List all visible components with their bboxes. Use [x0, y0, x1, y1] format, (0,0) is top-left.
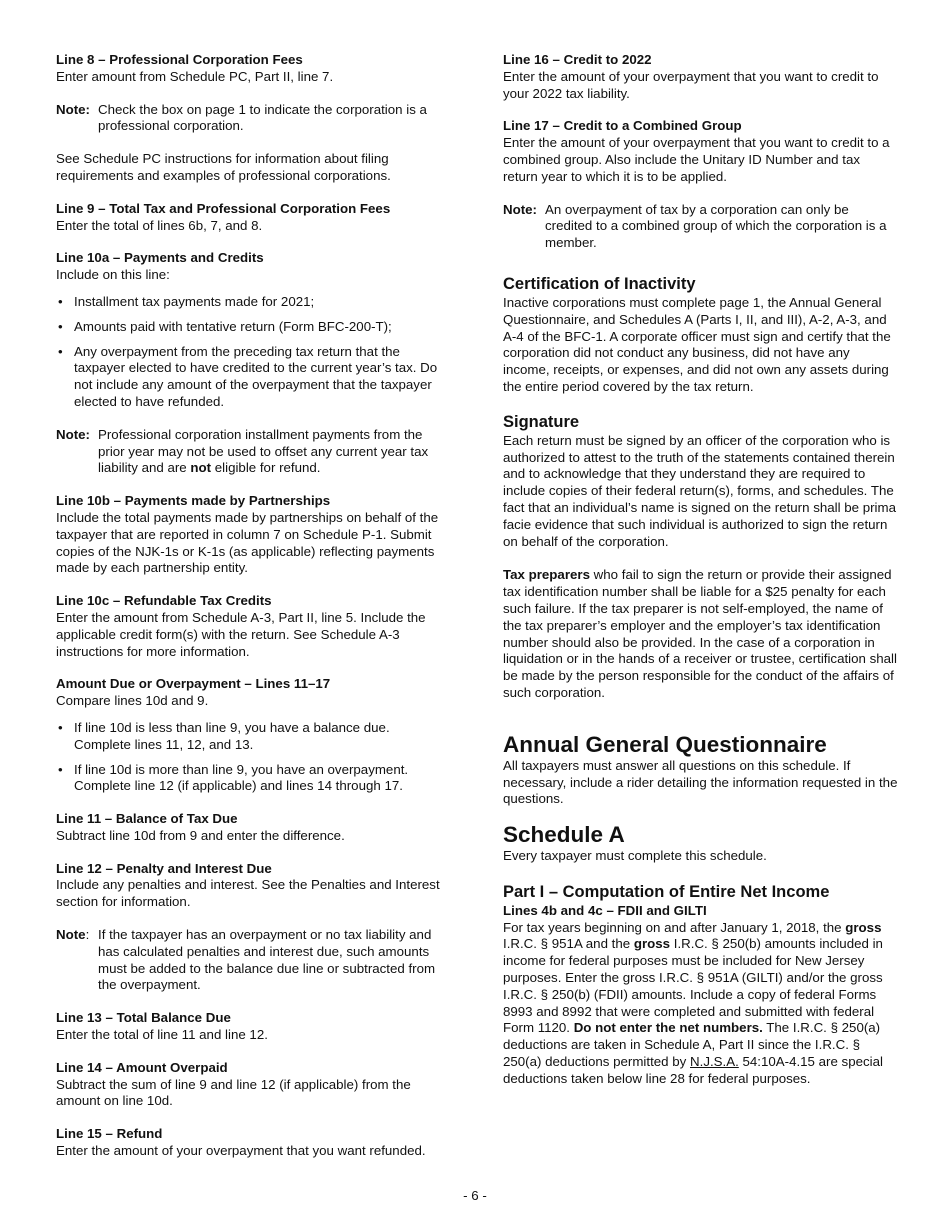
- left-column: [56, 52, 448, 1176]
- part1-section: [503, 883, 898, 1088]
- line17-heading: Line 17 – Credit to a Combined Group: [503, 118, 742, 134]
- schedule-a-heading: Schedule A: [503, 822, 625, 848]
- right-column: [503, 52, 898, 1104]
- page-number: - 6 -: [463, 1188, 487, 1203]
- line13-section: [56, 1010, 448, 1044]
- part1-t2: I.R.C. § 951A and the: [503, 936, 634, 952]
- note-professional-corp: [56, 102, 448, 136]
- amount-due-heading: Amount Due or Overpayment – Lines 11–17: [56, 676, 331, 692]
- line16-text: Enter the amount of your overpayment that you want to credit to your 2022 tax liability.: [503, 68, 879, 101]
- list-item: • Amounts paid with tentative return (Form BFC-200-T);: [56, 319, 448, 336]
- part1-t3: I.R.C. § 250(b) amounts included in income for federal purposes must be included for New Jersey purposes. Enter the gross I.R.C. § 951A (GILTI) and/or the gross I.R.C. § 250(b) (FDII) amounts. Include a copy of federal Forms 8993 and 8992 that were completed and submitted with federal Form 1120.: [503, 936, 883, 1036]
- pc-paragraph: [56, 151, 448, 185]
- line10b-section: [56, 493, 448, 577]
- note-text: [98, 427, 448, 477]
- preparers-section: [503, 567, 898, 701]
- line16-heading: Line 16 – Credit to 2022: [503, 52, 652, 67]
- inactivity-section: [503, 275, 898, 396]
- preparers-text: [503, 567, 898, 701]
- note-label: Note:: [56, 101, 90, 117]
- line17-section: [503, 118, 898, 185]
- line16-section: [503, 52, 898, 102]
- line12-section: [56, 861, 448, 911]
- agq-heading: Annual General Questionnaire: [503, 731, 827, 757]
- preparers-bold: Tax preparers: [503, 567, 590, 583]
- line8-heading: Line 8 – Professional Corporation Fees: [56, 52, 303, 67]
- line10c-text: Enter the amount from Schedule A-3, Part II, line 5. Include the applicable credit form(s) with the return. See Schedule A-3 instructions for more information.: [56, 609, 426, 659]
- part1-njsa: N.J.S.A.: [690, 1054, 739, 1070]
- note-installment: [56, 427, 448, 477]
- amount-due-list: [56, 720, 448, 795]
- line14-heading: Line 14 – Amount Overpaid: [56, 1059, 228, 1075]
- part1-b3: Do not enter the net numbers.: [573, 1020, 763, 1036]
- line8-text: Enter amount from Schedule PC, Part II, line 7.: [56, 68, 334, 84]
- note-label-colon: :: [85, 927, 90, 943]
- line10a-list: [56, 294, 448, 411]
- line15-text: Enter the amount of your overpayment that you want refunded.: [56, 1143, 426, 1159]
- part1-text: [503, 920, 898, 1088]
- line10b-heading: Line 10b – Payments made by Partnerships: [56, 493, 331, 509]
- note-combined-group: [503, 202, 898, 252]
- line9-section: [56, 201, 448, 235]
- line10c-section: [56, 593, 448, 660]
- note-label: Note:: [503, 201, 537, 217]
- schedule-a-section: [503, 822, 898, 865]
- note-label: Note:: [56, 426, 90, 442]
- note-text: An overpayment of tax by a corporation can only be credited to a combined group of which the corporation is a member.: [545, 201, 887, 251]
- line14-section: [56, 1060, 448, 1110]
- line11-heading: Line 11 – Balance of Tax Due: [56, 811, 238, 827]
- amount-due-text: Compare lines 10d and 9.: [56, 693, 209, 709]
- note-text-a: Professional corporation installment payments from the prior year may not be used to offset any current year tax liability and are: [98, 426, 429, 476]
- part1-b1: gross: [845, 919, 882, 935]
- list-item: • Installment tax payments made for 2021;: [56, 294, 448, 311]
- line12-text: Include any penalties and interest. See the Penalties and Interest section for information.: [56, 877, 440, 910]
- line10a-text: Include on this line:: [56, 267, 170, 283]
- line11-section: [56, 811, 448, 845]
- line10a-heading: Line 10a – Payments and Credits: [56, 250, 264, 266]
- list-item: • Any overpayment from the preceding tax return that the taxpayer elected to have credited to the current year’s tax. Do not include any amount of the overpayment that the taxpayer elected to have refunded.: [56, 344, 448, 411]
- note-text: Check the box on page 1 to indicate the corporation is a professional corporation.: [98, 101, 427, 134]
- line13-text: Enter the total of line 11 and line 12.: [56, 1027, 268, 1043]
- part1-heading: Part I – Computation of Entire Net Income: [503, 882, 830, 901]
- note-label: [56, 927, 98, 994]
- line8-section: [56, 52, 448, 86]
- line17-text: Enter the amount of your overpayment that you want to credit to a combined group. Also include the Unitary ID Number and tax return year to which it is to be applied.: [503, 135, 890, 184]
- note-text-b: eligible for refund.: [211, 460, 321, 476]
- part1-t4: The I.R.C. § 250(a) deductions are taken in Schedule A, Part II since the I.R.C. § 250(a) deductions permitted by: [503, 1020, 881, 1070]
- line10c-heading: Line 10c – Refundable Tax Credits: [56, 593, 272, 609]
- part1-subheading: Lines 4b and 4c – FDII and GILTI: [503, 902, 707, 918]
- signature-heading: Signature: [503, 412, 580, 431]
- signature-text: Each return must be signed by an officer of the corporation who is authorized to attest to the truth of the statements contained therein and to acknowledge that they understand they are required to include copies of their federal return(s), forms, and schedules. The fact that an individual’s name is signed on the return shall be prima facie evidence that such individual is authorized to sign the return on behalf of the corporation.: [503, 432, 896, 549]
- line11-text: Subtract line 10d from 9 and enter the difference.: [56, 827, 345, 843]
- agq-text: All taxpayers must answer all questions on this schedule. If necessary, include a rider detailing the information requested in the questions.: [503, 757, 898, 807]
- note-bold-not: not: [190, 460, 212, 476]
- signature-section: [503, 413, 898, 551]
- note-overpayment: [56, 927, 448, 994]
- inactivity-text: Inactive corporations must complete page 1, the Annual General Questionnaire, and Schedules A (Parts I, II, and III), A-2, A-3, and A-4 of the BFC-1. A corporate officer must sign and certify that the corporation did not conduct any business, did not have any income, receipts, or expenses, and did not own any assets during the entire period covered by the tax return.: [503, 294, 891, 394]
- list-item: • If line 10d is more than line 9, you have an overpayment. Complete line 12 (if applicable) and lines 14 through 17.: [56, 762, 448, 796]
- schedule-a-text: Every taxpayer must complete this schedule.: [503, 848, 767, 864]
- line13-heading: Line 13 – Total Balance Due: [56, 1010, 231, 1026]
- part1-t1: For tax years beginning on and after January 1, 2018, the: [503, 919, 846, 935]
- amount-due-section: [56, 676, 448, 795]
- line10a-section: [56, 250, 448, 410]
- list-item: • If line 10d is less than line 9, you have a balance due. Complete lines 11, 12, and 13.: [56, 720, 448, 754]
- note-text: If the taxpayer has an overpayment or no tax liability and has calculated penalties and interest due, such amounts must be added to the balance due line or subtracted from the overpayment.: [98, 927, 436, 993]
- line15-section: [56, 1126, 448, 1160]
- line9-heading: Line 9 – Total Tax and Professional Corporation Fees: [56, 200, 391, 216]
- part1-b2: gross: [633, 936, 671, 952]
- pc-para-text: See Schedule PC instructions for information about filing requirements and examples of professional corporations.: [56, 151, 391, 183]
- line10b-text: Include the total payments made by partnerships on behalf of the taxpayer that are reported in column 7 on Schedule P-1. Submit copies of the NJK-1s or K-1s (as applicable) reflecting payments made by each partnership entity.: [56, 509, 439, 576]
- inactivity-heading: Certification of Inactivity: [503, 274, 696, 293]
- agq-section: [503, 732, 898, 808]
- line15-heading: Line 15 – Refund: [56, 1126, 163, 1142]
- line14-text: Subtract the sum of line 9 and line 12 (if applicable) from the amount on line 10d.: [56, 1076, 411, 1109]
- preparers-body: who fail to sign the return or provide their assigned tax identification number shall be liable for a $25 penalty for each such failure. If the tax preparer is not self-employed, the name of the tax preparer’s employer and the employer’s tax identification number should also be provided. In the case of a corporation in liquidation or in the hands of a receiver or trustee, certification shall be made by the person responsible for the conduct of the affairs of such corporation.: [503, 567, 897, 700]
- line9-text: Enter the total of lines 6b, 7, and 8.: [56, 217, 263, 233]
- part1-t5: 54:10A-4.15 are special deductions taken below line 28 for federal purposes.: [503, 1054, 883, 1086]
- line12-heading: Line 12 – Penalty and Interest Due: [56, 860, 272, 876]
- note-label-word: Note: [56, 927, 86, 943]
